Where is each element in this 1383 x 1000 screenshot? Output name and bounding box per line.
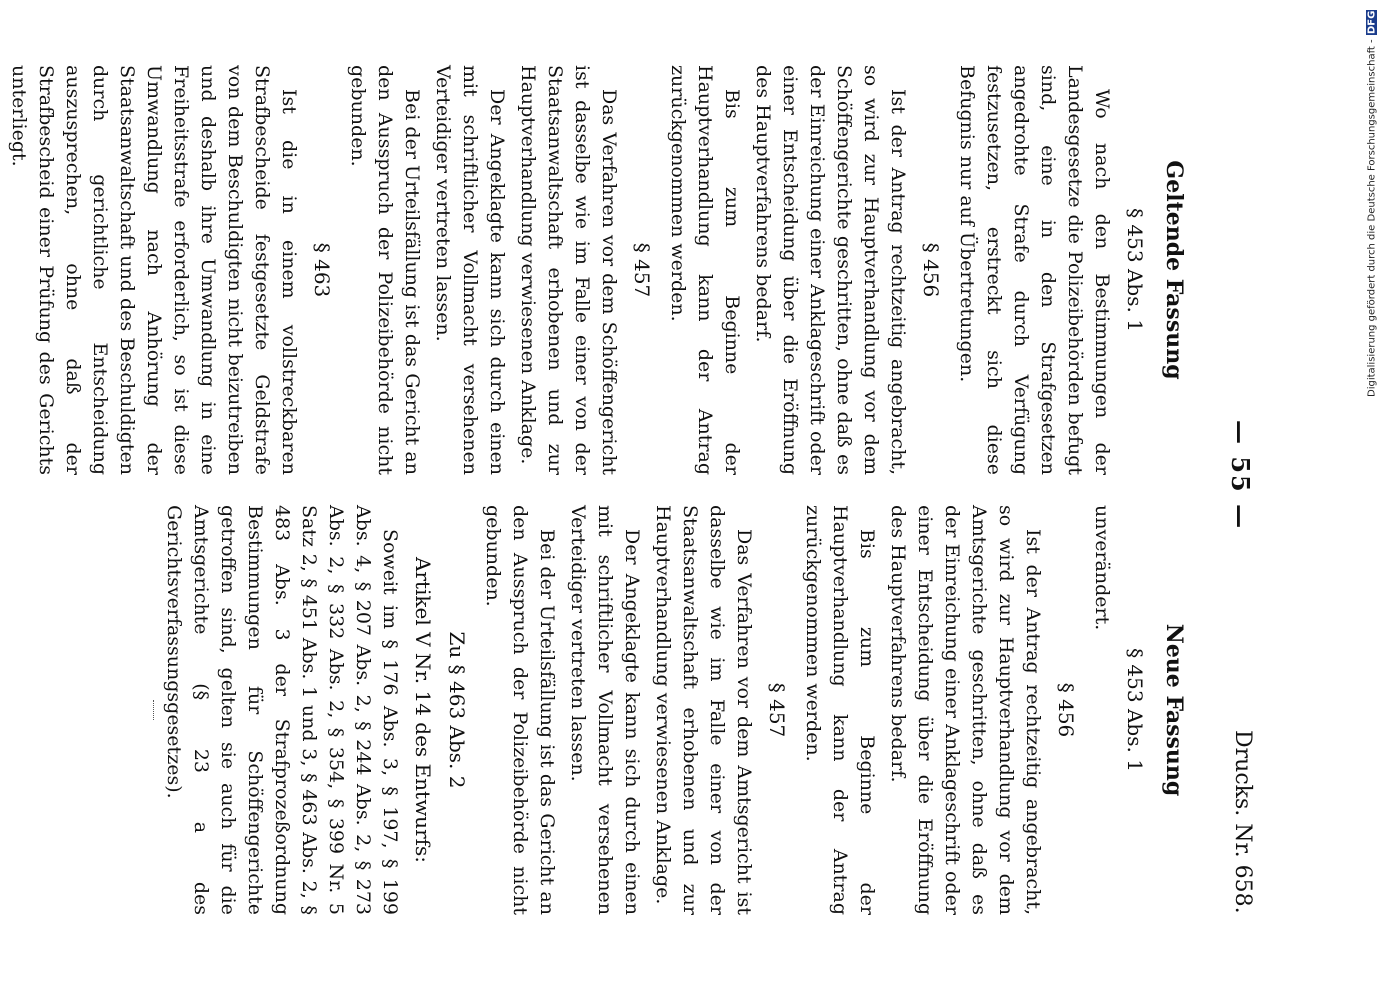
paragraph: Bei der Urteilsfällung ist das Gericht an den Ausspruch der Polizeibehörde nicht gebunden. — [347, 65, 423, 475]
section-heading: § 457 — [630, 242, 654, 298]
paragraph: Das Verfahren vor dem Schöffengericht ist dasselbe wie im Falle einer von der Staatsanwaltschaft erhobenen und zur Hauptverhandlung verwiesenen Anklage. — [517, 65, 620, 475]
paragraph: Wo nach den Bestimmungen der Landesgesetze die Polizeibehörden befugt sind, eine in den Strafgesetzen angedrohte Strafe durch Verfügung festzusetzen, erstreckt sich diese Befugnis nur auf Übertretungen. — [956, 65, 1113, 475]
section-heading: Zu § 463 Abs. 2 — [445, 631, 469, 789]
section-heading: § 456 — [919, 242, 943, 298]
paragraph: Bis zum Beginne der Hauptverhandlung kann der Antrag zurückgenommen werden. — [802, 505, 878, 915]
paragraph: Der Angeklagte kann sich durch einen mit schriftlicher Vollmacht versehenen Verteidiger vertreten lassen. — [432, 65, 508, 475]
column-title: Geltende Fassung — [1161, 160, 1187, 380]
druck-number: Drucks. Nr. 658. — [1230, 730, 1255, 914]
section-heading: § 457 — [765, 682, 789, 738]
section-heading: § 453 Abs. 1 — [1123, 648, 1147, 772]
paragraph: Ist der Antrag rechtzeitig angebracht, so wird zur Hauptverhandlung vor dem Amtsgerichte geschritten, ohne daß es der Einreichung einer Anklageschrift oder einer Entscheidung über die Eröffnung des Hauptverfahrens bedarf. — [887, 505, 1044, 915]
paragraph — [0, 65, 1, 475]
paragraph: Das Verfahren vor dem Amtsgericht ist dasselbe wie im Falle einer von der Staatsanwaltschaft erhobenen und zur Hauptverhandlung verwiesenen Anklage. — [652, 505, 755, 915]
section-heading: § 463 — [310, 242, 334, 298]
paragraph: Ist der Antrag rechtzeitig angebracht, so wird zur Hauptverhandlung vor dem Schöffengerichte geschritten, ohne daß es der Einreichung einer Anklageschrift oder einer Entscheidung über die Eröffnung des Hauptverfahrens bedarf. — [752, 65, 909, 475]
dfg-logo: DFG — [1366, 11, 1378, 35]
section-heading: § 453 Abs. 1 — [1123, 208, 1147, 332]
column-title: Neue Fassung — [1161, 623, 1187, 797]
paragraph: Bis zum Beginne der Hauptverhandlung kann der Antrag zurückgenommen werden. — [667, 65, 743, 475]
paragraph: Bei der Urteilsfällung ist das Gericht an den Ausspruch der Polizeibehörde nicht gebunden. — [482, 505, 558, 915]
paragraph: Ist die in einem vollstreckbaren Strafbescheide festgesetzte Geldstrafe von dem Beschuldigten nicht beizutreiben und deshalb ihre Umwandlung in eine Freiheitsstrafe erforderlich, so ist diese Umwandlung nach Anhörung der Staatsanwaltschaft und des Beschuldigten durch gerichtliche Entscheidung auszusprechen, ohne daß der Strafbescheid einer Prüfung des Gerichts unterliegt. — [8, 65, 300, 475]
document-page — [8, 50, 1255, 930]
page-number: — 55 — — [1226, 420, 1255, 531]
digitization-note — [1362, 10, 1382, 990]
paragraph: unverändert. — [1091, 505, 1113, 631]
section-heading: § 456 — [1054, 682, 1078, 738]
column-geltende-fassung — [0, 65, 1195, 475]
column-neue-fassung — [147, 505, 1195, 915]
paragraph: Der Angeklagte kann sich durch einen mit schriftlicher Vollmacht versehenen Verteidiger vertreten lassen. — [567, 505, 643, 915]
paragraph: Soweit im § 176 Abs. 3, § 197, § 199 Abs. 4, § 207 Abs. 2, § 244 Abs. 2, § 273 Abs. 2, § 332 Abs. 2, § 354, § 399 Nr. 5 Satz 2, § 451 Abs. 1 und 3, § 463 Abs. 2, § 483 Abs. 3 der Strafprozeßordnung Bestimmungen für Schöffengerichte getroffen sind, gelten sie auch für die Amtsgerichte (§ 23 a des Gerichtsverfassungsgesetzes). — [163, 505, 401, 915]
separator-line — [153, 700, 154, 720]
digitization-note-text: Digitalisierung gefördert durch die Deutsche Forschungsgemeinschaft - — [1366, 39, 1378, 397]
section-subheading: Artikel V Nr. 14 des Entwurfs: — [411, 556, 435, 864]
